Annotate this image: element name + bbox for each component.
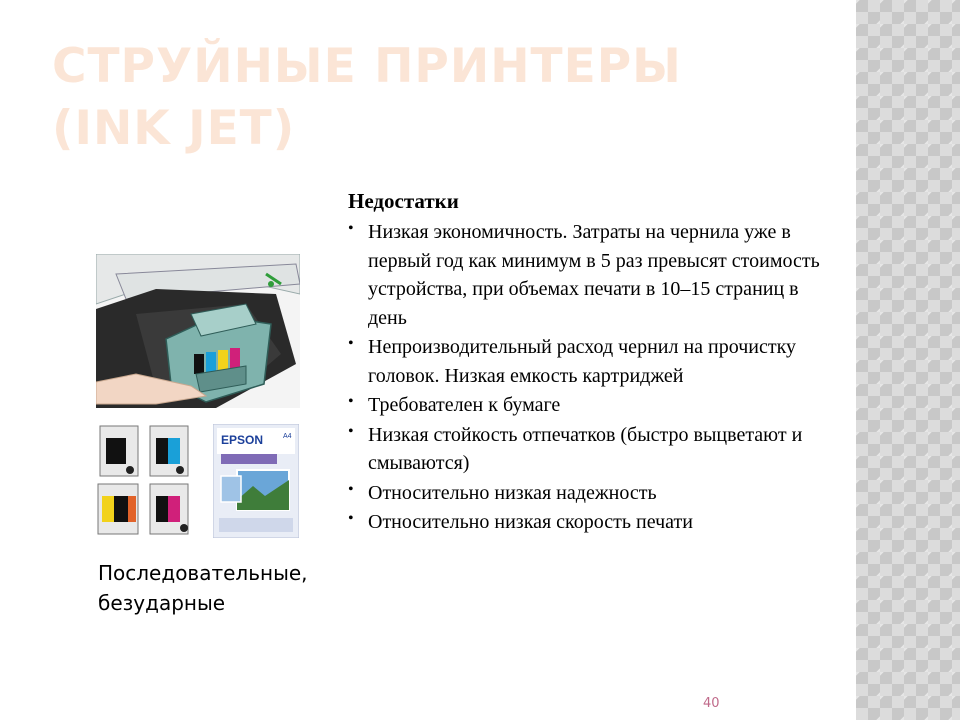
printer-cartridge-photo	[96, 254, 300, 408]
caption-line-1: Последовательные,	[98, 561, 308, 585]
list-item: • Относительно низкая скорость печати	[348, 508, 826, 537]
list-item: • Низкая стойкость отпечатков (быстро выцветают и смываются)	[348, 421, 826, 478]
decorative-side-pattern	[856, 0, 960, 720]
slide-title: СТРУЙНЫЕ ПРИНТЕРЫ (INK JET)	[52, 39, 682, 156]
caption-line-2: безударные	[98, 591, 226, 615]
list-item: • Непроизводительный расход чернил на прочистку головок. Низкая емкость картриджей	[348, 333, 826, 390]
ink-cartridges-photo	[96, 422, 200, 540]
page-number: 40	[703, 696, 720, 711]
paper-size-label: A4	[283, 433, 292, 440]
list-item: • Низкая экономичность. Затраты на чернила уже в первый год как минимум в 5 раз превысят стоимость устройства, при объемах печати в 10–15 страниц в день	[348, 218, 826, 332]
disadvantages-heading: Недостатки	[348, 189, 459, 213]
paper-brand-label: EPSON	[221, 433, 264, 447]
list-item: • Требователен к бумаге	[348, 391, 826, 420]
list-item: • Относительно низкая надежность	[348, 479, 826, 508]
printer-type-caption	[98, 558, 308, 618]
disadvantages-list	[348, 218, 826, 537]
disadvantages-section	[348, 186, 826, 538]
photo-paper-pack-photo	[213, 424, 299, 538]
